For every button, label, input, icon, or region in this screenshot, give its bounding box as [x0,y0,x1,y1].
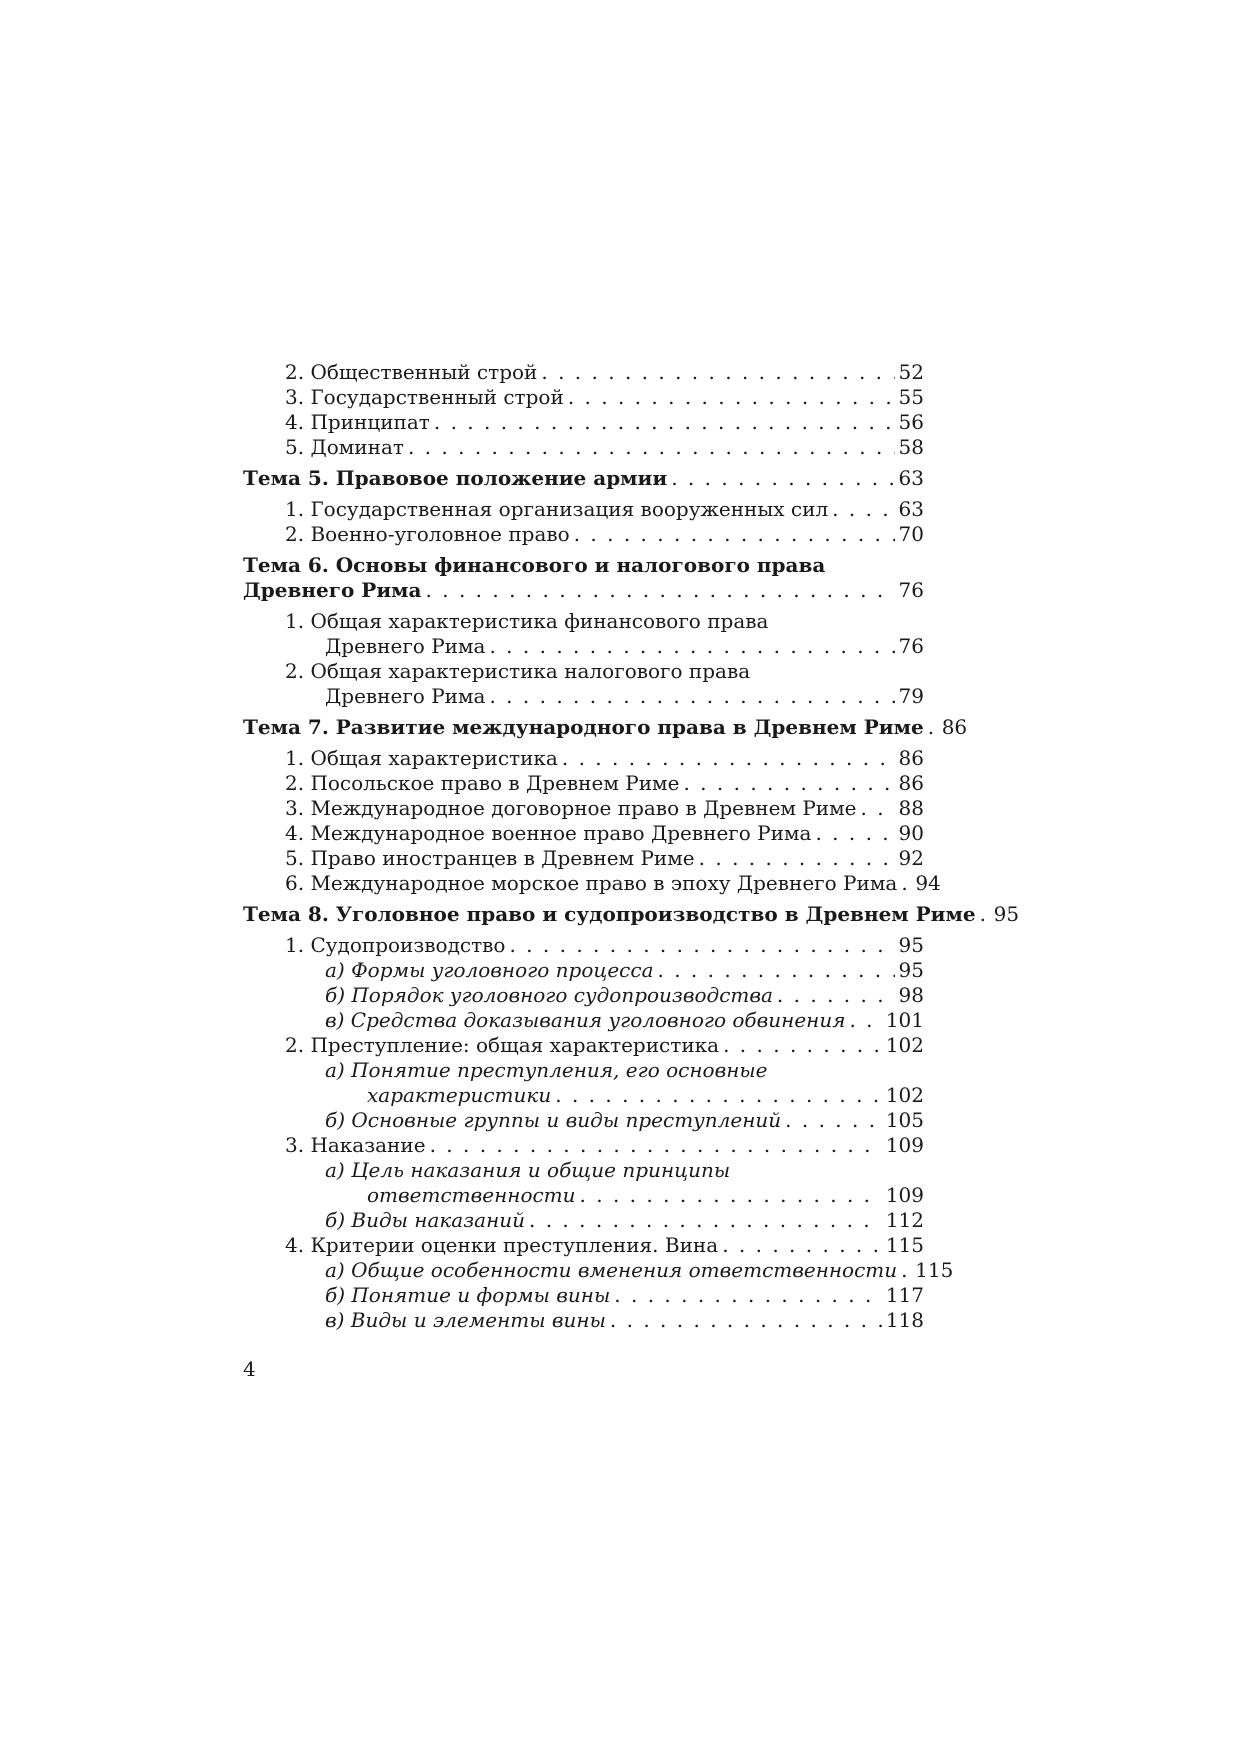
toc-entry-title: 3. Международное договорное право в Древнем Риме [285,796,857,820]
toc-entry-title: 4. Принципат [285,410,430,434]
toc-entry-page: 118 [885,1308,924,1332]
toc-entry [243,435,924,460]
toc-entry-page: 76 [898,578,924,602]
toc-entry [243,933,924,958]
toc-entry-title: 4. Международное военное право Древнего Рима [285,821,812,845]
toc-entry-page: 101 [885,1008,924,1032]
toc-entry-title: 2. Общественный строй [285,360,538,384]
toc-entry [243,497,924,522]
toc-entry-title: 3. Государственный строй [285,385,564,409]
toc-subentry [243,1108,924,1133]
toc-subentry [243,1283,924,1308]
toc-subentry [243,1308,924,1333]
toc-entry-page: 95 [898,933,924,957]
toc-entry-page: 76 [898,634,924,658]
toc-entry-title: 5. Право иностранцев в Древнем Риме [285,846,695,870]
toc-entry [243,1033,924,1058]
toc-subentry [243,983,924,1008]
toc-entry-title: Древнего Рима [325,634,486,658]
toc-entry-continued [243,684,924,709]
toc-subentry-continued [243,1183,924,1208]
toc-subentry [243,958,924,983]
toc-entry [243,1133,924,1158]
toc-entry-title: б) Виды наказаний [325,1208,525,1232]
toc-entry [243,821,924,846]
toc-entry-title: 1. Судопроизводство [285,933,506,957]
toc-entry-page: 98 [898,983,924,1007]
toc-entry-title: 4. Критерии оценки преступления. Вина [285,1233,719,1257]
toc-entry [243,771,924,796]
toc-entry-page: 63 [898,497,924,521]
toc-entry: 1. Общая характеристика финансового права [285,609,769,633]
toc-entry-title: в) Средства доказывания уголовного обвинения [325,1008,846,1032]
toc-entry-page: 70 [898,522,924,546]
toc-subentry [243,1008,924,1033]
toc-topic-heading [243,466,924,491]
toc-entry-title: 1. Общая характеристика [285,746,558,770]
toc-entry-page: 58 [898,435,924,459]
toc-entry-page: 109 [885,1183,924,1207]
toc-entry-title: Древнего Рима [243,578,422,602]
toc-entry: 2. Общая характеристика налогового права [285,659,751,683]
toc-entry-title: б) Основные группы и виды преступлений [325,1108,782,1132]
toc-entry-title: характеристики [367,1083,552,1107]
toc-entry-page: 102 [885,1083,924,1107]
toc-entry-title: Тема 8. Уголовное право и судопроизводство в Древнем Риме [243,902,976,926]
toc-entry-title: Древнего Рима [325,684,486,708]
toc-entry-page: 112 [885,1208,924,1232]
toc-entry-page: 86 [941,715,968,739]
toc-entry-page: 63 [898,466,924,490]
toc-entry-title: ответственности [367,1183,576,1207]
toc-entry-page: 102 [885,1033,924,1057]
toc-entry-page: 86 [898,746,924,770]
toc-entry-title: б) Порядок уголовного судопроизводства [325,983,773,1007]
toc-subentry [243,1208,924,1233]
toc-entry [243,796,924,821]
toc-entry-page: 90 [898,821,924,845]
toc-entry [243,385,924,410]
toc-subentry: а) Цель наказания и общие принципы [325,1158,731,1182]
toc-entry-page: 117 [885,1283,924,1307]
page-number: 4 [243,1357,256,1381]
toc-entry-page: 95 [993,902,1020,926]
toc-entry-page: 56 [898,410,924,434]
toc-entry-page: 115 [885,1233,924,1257]
toc-subentry: а) Понятие преступления, его основные [325,1058,768,1082]
toc-entry [243,871,941,896]
table-of-contents [243,360,1020,1333]
toc-entry-page: 86 [898,771,924,795]
toc-topic-heading: Тема 6. Основы финансового и налогового права [243,553,826,577]
toc-entry-title: а) Общие особенности вменения ответственности [325,1258,898,1282]
toc-entry [243,410,924,435]
toc-topic-heading-continued [243,578,924,603]
toc-entry-title: 1. Государственная организация вооруженных сил [285,497,829,521]
toc-entry-title: 5. Доминат [285,435,404,459]
toc-entry-page: 92 [898,846,924,870]
toc-entry-page: 105 [885,1108,924,1132]
toc-topic-heading [243,715,968,740]
toc-entry-title: Тема 7. Развитие международного права в Древнем Риме [243,715,924,739]
toc-entry-page: 95 [898,958,924,982]
toc-entry [243,522,924,547]
toc-entry-title: 2. Военно-уголовное право [285,522,570,546]
toc-entry-page: 115 [915,1258,954,1282]
toc-entry-title: б) Понятие и формы вины [325,1283,611,1307]
toc-entry-continued [243,634,924,659]
toc-entry-title: 2. Преступление: общая характеристика [285,1033,720,1057]
toc-entry-title: в) Виды и элементы вины [325,1308,606,1332]
toc-entry [243,1233,924,1258]
toc-entry-title: 2. Посольское право в Древнем Риме [285,771,680,795]
toc-entry-page: 109 [885,1133,924,1157]
toc-entry-page: 79 [898,684,924,708]
toc-subentry [243,1258,954,1283]
toc-entry-page: 94 [915,871,941,895]
toc-entry-page: 88 [898,796,924,820]
toc-subentry-continued [243,1083,924,1108]
toc-entry-title: 3. Наказание [285,1133,426,1157]
toc-entry [243,746,924,771]
toc-entry [243,360,924,385]
toc-entry [243,846,924,871]
toc-entry-title: а) Формы уголовного процесса [325,958,654,982]
toc-entry-page: 55 [898,385,924,409]
toc-topic-heading [243,902,1020,927]
toc-entry-page: 52 [898,360,924,384]
toc-entry-title: 6. Международное морское право в эпоху Древнего Рима [285,871,898,895]
toc-entry-title: Тема 5. Правовое положение армии [243,466,668,490]
